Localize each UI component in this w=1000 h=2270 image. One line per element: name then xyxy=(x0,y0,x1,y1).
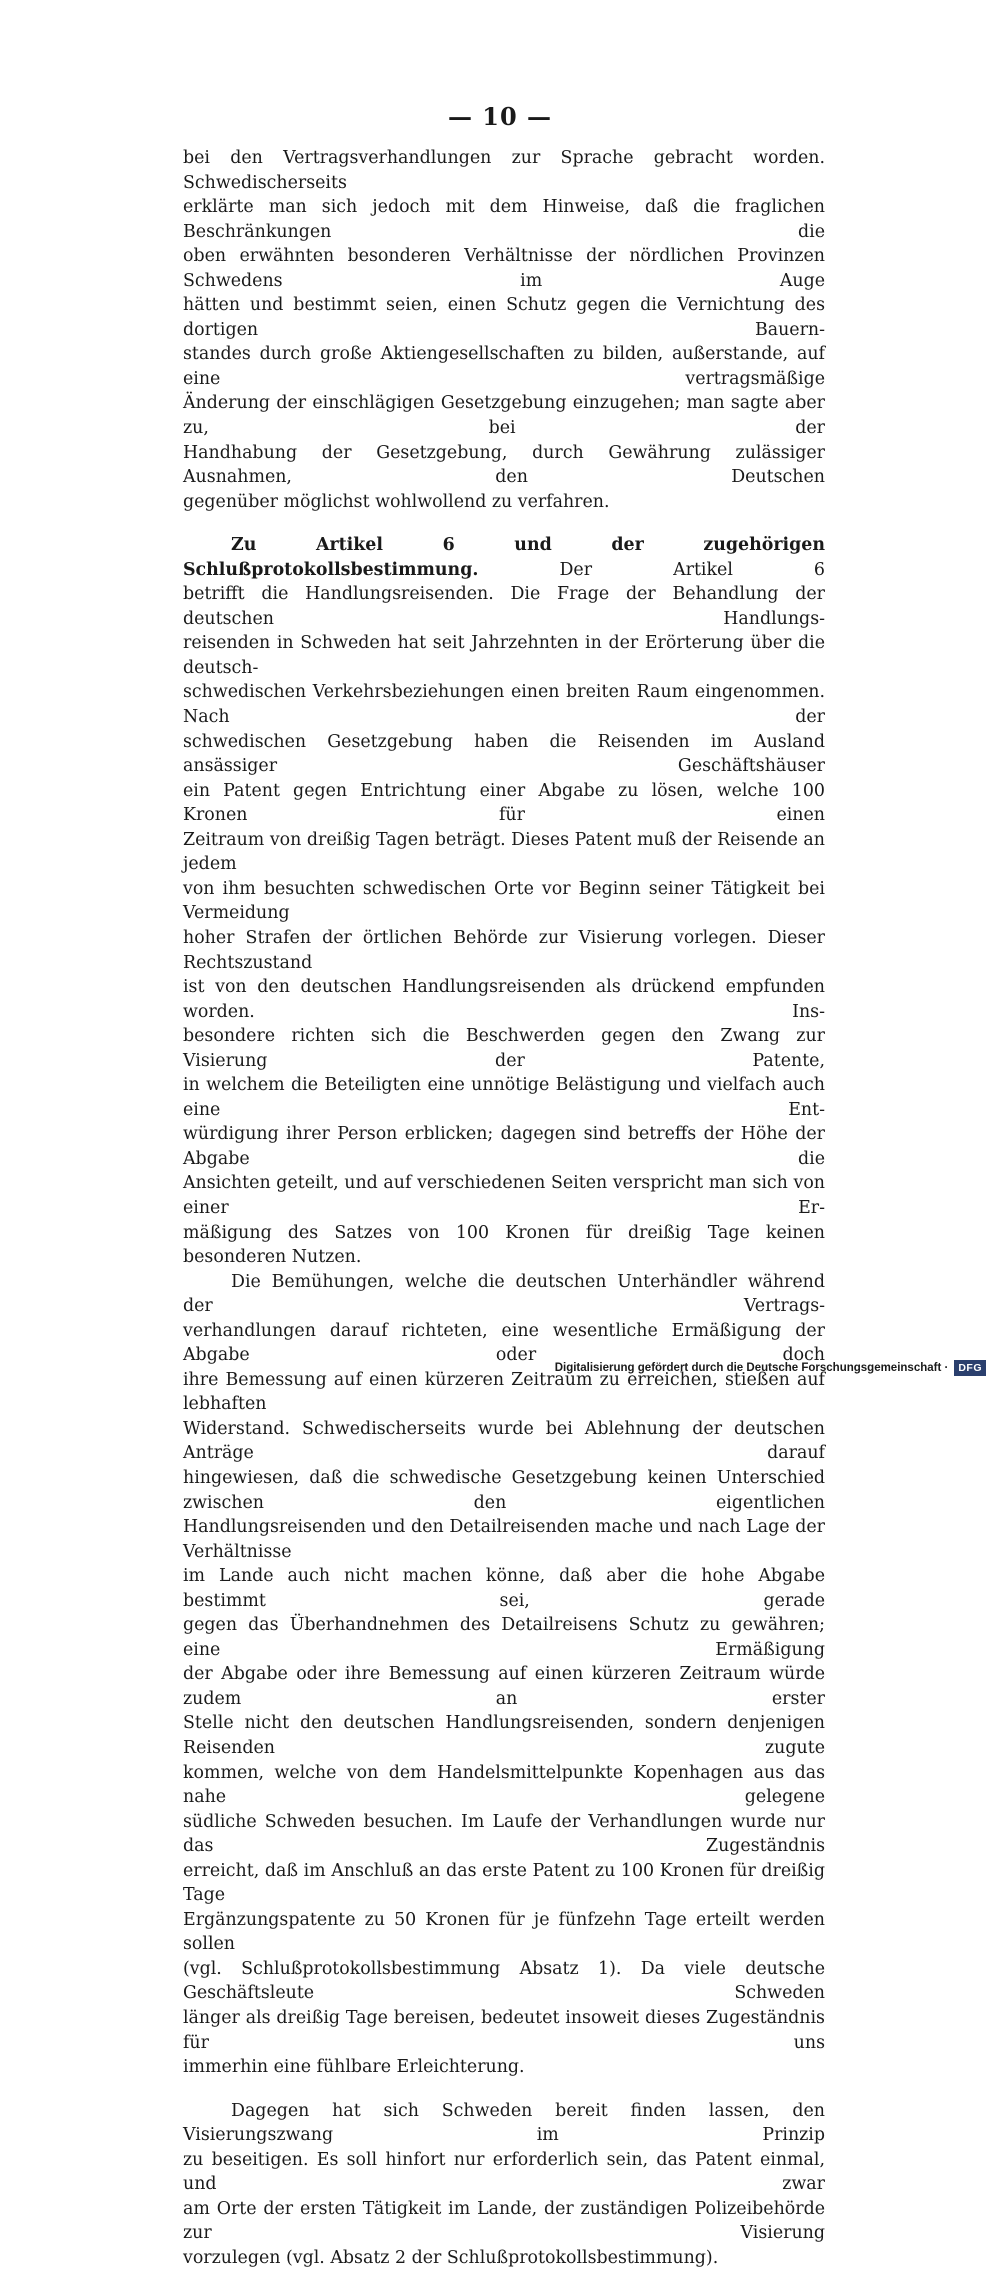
text-line: am Orte der ersten Tätigkeit im Lande, der zuständigen Polizeibehörde zur Visierung xyxy=(183,2198,825,2244)
text-line: Die Bemühungen, welche die deutschen Unterhändler während der Vertrags- xyxy=(183,1271,825,1317)
text-line: Stelle nicht den deutschen Handlungsreisenden, sondern denjenigen Reisenden zugute xyxy=(183,1713,825,1758)
digitization-footer xyxy=(555,1359,986,1377)
text-line: Ergänzungspatente zu 50 Kronen für je fünfzehn Tage erteilt werden sollen xyxy=(183,1909,825,1955)
text-line: mäßigung des Satzes von 100 Kronen für dreißig Tage keinen besonderen Nutzen. xyxy=(183,1222,825,1268)
text-line: ein Patent gegen Entrichtung einer Abgabe zu lösen, welche 100 Kronen für einen xyxy=(183,780,825,826)
text-line: Zeitraum von dreißig Tagen beträgt. Dieses Patent muß der Reisende an jedem xyxy=(183,829,825,875)
text-line: gegenüber möglichst wohlwollend zu verfahren. xyxy=(183,491,610,512)
text-line: südliche Schweden besuchen. Im Laufe der Verhandlungen wurde nur das Zugeständnis xyxy=(183,1811,825,1857)
text-line: Handhabung der Gesetzgebung, durch Gewährung zulässiger Ausnahmen, den Deutschen xyxy=(183,442,825,488)
text-line: erklärte man sich jedoch mit dem Hinweise, daß die fraglichen Beschränkungen die xyxy=(183,197,825,242)
text-line: immerhin eine fühlbare Erleichterung. xyxy=(183,2057,525,2078)
text-line: vorzulegen (vgl. Absatz 2 der Schlußprotokollsbestimmung). xyxy=(183,2247,719,2268)
text-line: kommen, welche von dem Handelsmittelpunkte Kopenhagen aus das nahe gelegene xyxy=(183,1762,825,1808)
text-line: Änderung der einschlägigen Gesetzgebung einzugehen; man sagte aber zu, bei der xyxy=(183,393,825,439)
footer-text: Digitalisierung gefördert durch die Deutsche Forschungsgemeinschaft · xyxy=(554,1362,949,1374)
text-line: im Lande auch nicht machen könne, daß aber die hohe Abgabe bestimmt sei, gerade xyxy=(183,1566,825,1611)
text-line: betrifft die Handlungsreisenden. Die Frage der Behandlung der deutschen Handlungs- xyxy=(183,584,825,629)
text-span: Der Artikel 6 xyxy=(478,559,825,580)
text-line: hätten und bestimmt seien, einen Schutz gegen die Vernichtung des dortigen Bauern- xyxy=(183,295,825,340)
text-line: hingewiesen, daß die schwedische Gesetzgebung keinen Unterschied zwischen den eigentlichen xyxy=(183,1467,825,1513)
text-line: ist von den deutschen Handlungsreisenden als drückend empfunden worden. Ins- xyxy=(183,977,825,1022)
text-line: schwedischen Verkehrsbeziehungen einen breiten Raum eingenommen. Nach der xyxy=(183,682,825,728)
text-line: zu beseitigen. Es soll hinfort nur erforderlich sein, das Patent einmal, und zwar xyxy=(183,2149,825,2195)
text-line: Dagegen hat sich Schweden bereit finden lassen, den Visierungszwang im Prinzip xyxy=(183,2100,825,2146)
text-line: von ihm besuchten schwedischen Orte vor Beginn seiner Tätigkeit bei Vermeidung xyxy=(183,878,825,924)
text-line: der Abgabe oder ihre Bemessung auf einen kürzeren Zeitraum würde zudem an erster xyxy=(183,1664,825,1709)
text-line: erreicht, daß im Anschluß an das erste Patent zu 100 Kronen für dreißig Tage xyxy=(183,1860,825,1906)
text-line: (vgl. Schlußprotokollsbestimmung Absatz 1). Da viele deutsche Geschäftsleute Schweden xyxy=(183,1958,825,2004)
text-line: länger als dreißig Tage bereisen, bedeutet insoweit dieses Zugeständnis für uns xyxy=(183,2008,825,2053)
text-line: standes durch große Aktiengesellschaften zu bilden, außerstande, auf eine vertragsmäßige xyxy=(183,344,825,389)
text-line: Widerstand. Schwedischerseits wurde bei Ablehnung der deutschen Anträge darauf xyxy=(183,1418,825,1464)
text-line: reisenden in Schweden hat seit Jahrzehnten in der Erörterung über die deutsch- xyxy=(183,633,825,678)
text-line: Ansichten geteilt, und auf verschiedenen Seiten verspricht man sich von einer Er- xyxy=(183,1173,825,1218)
text-line: verhandlungen darauf richteten, eine wesentliche Ermäßigung der Abgabe oder doch xyxy=(183,1320,825,1366)
text-line: schwedischen Gesetzgebung haben die Reisenden im Ausland ansässiger Geschäftshäuser xyxy=(183,731,825,777)
dfg-logo: DFG xyxy=(954,1360,986,1376)
text-line: besondere richten sich die Beschwerden gegen den Zwang zur Visierung der Patente, xyxy=(183,1026,825,1071)
page-number: — 10 — xyxy=(447,102,553,131)
text-line: Handlungsreisenden und den Detailreisenden mache und nach Lage der Verhältnisse xyxy=(183,1517,825,1562)
section-heading: Zu Artikel 6 und der zugehörigen Schlußprotokollsbestimmung. xyxy=(183,535,825,580)
text-line: würdigung ihrer Person erblicken; dagegen sind betreffs der Höhe der Abgabe die xyxy=(183,1124,825,1169)
text-line: ihre Bemessung auf einen kürzeren Zeitraum zu erreichen, stießen auf lebhaften xyxy=(183,1369,825,1415)
text-line: bei den Vertragsverhandlungen zur Sprache gebracht worden. Schwedischerseits xyxy=(183,148,825,193)
text-line: oben erwähnten besonderen Verhältnisse der nördlichen Provinzen Schwedens im Auge xyxy=(183,246,825,291)
text-line: hoher Strafen der örtlichen Behörde zur Visierung vorlegen. Dieser Rechtszustand xyxy=(183,927,825,973)
section-heading-line xyxy=(183,533,825,582)
body-text xyxy=(183,146,825,2270)
text-line: in welchem die Beteiligten eine unnötige Belästigung und vielfach auch eine Ent- xyxy=(183,1075,825,1120)
text-line: gegen das Überhandnehmen des Detailreisens Schutz zu gewähren; eine Ermäßigung xyxy=(183,1615,825,1660)
